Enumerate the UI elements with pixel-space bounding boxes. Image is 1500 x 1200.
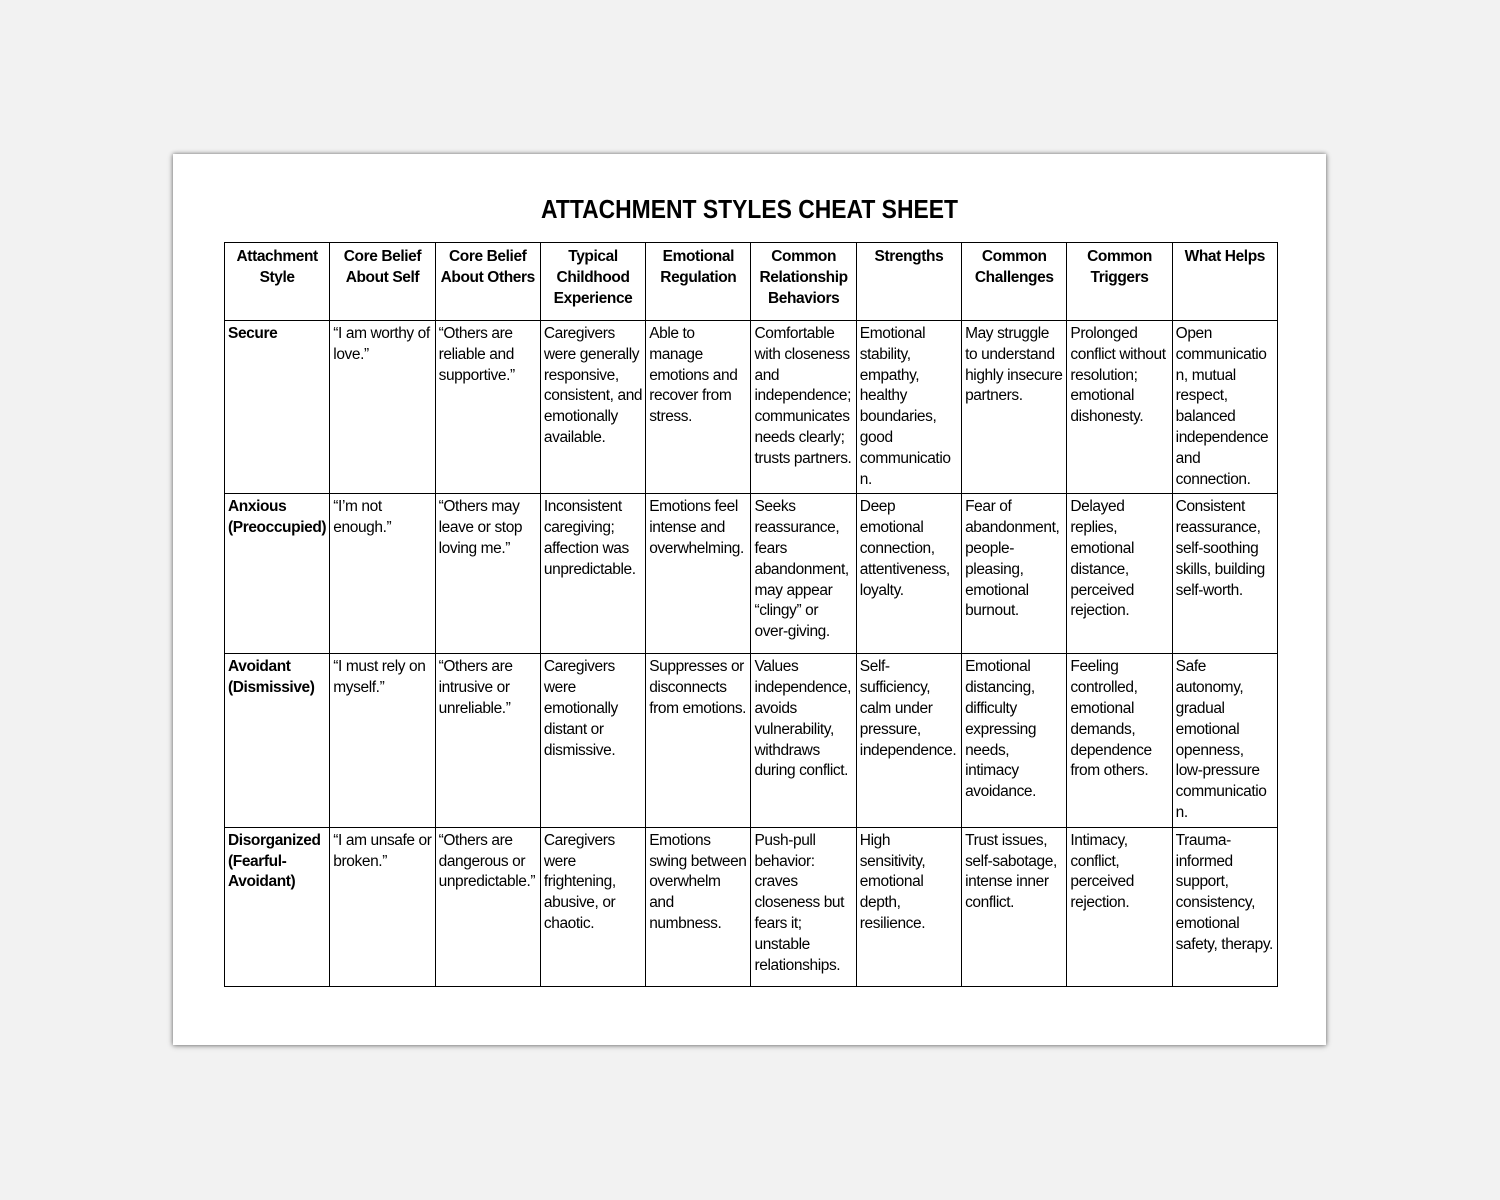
- cell-regulation: Emotions feel intense and overwhelming.: [646, 494, 751, 654]
- cell-core-belief-others: “Others are reliable and supportive.”: [435, 321, 540, 494]
- cell-style: Anxious (Preoccupied): [225, 494, 330, 654]
- cell-behaviors: Seeks reassurance, fears abandonment, may appear “clingy” or over-giving.: [751, 494, 856, 654]
- cell-triggers: Feeling controlled, emotional demands, dependence from others.: [1067, 654, 1172, 827]
- table-row-anxious: [225, 494, 1278, 654]
- header-attachment-style: Attachment Style: [225, 243, 330, 321]
- header-challenges: Common Challenges: [962, 243, 1067, 321]
- cell-style: Avoidant (Dismissive): [225, 654, 330, 827]
- cell-regulation: Suppresses or disconnects from emotions.: [646, 654, 751, 827]
- cell-core-belief-self: “I’m not enough.”: [330, 494, 435, 654]
- cell-strengths: Deep emotional connection, attentiveness, loyalty.: [856, 494, 961, 654]
- cell-triggers: Intimacy, conflict, perceived rejection.: [1067, 827, 1172, 986]
- cell-challenges: May struggle to understand highly insecure partners.: [962, 321, 1067, 494]
- cell-helps: Trauma-informed support, consistency, emotional safety, therapy.: [1172, 827, 1277, 986]
- cell-strengths: Emotional stability, empathy, healthy boundaries, good communication.: [856, 321, 961, 494]
- page-title: ATTACHMENT STYLES CHEAT SHEET: [541, 194, 958, 224]
- cell-core-belief-self: “I must rely on myself.”: [330, 654, 435, 827]
- cell-challenges: Trust issues, self-sabotage, intense inner conflict.: [962, 827, 1067, 986]
- cell-childhood: Caregivers were frightening, abusive, or chaotic.: [540, 827, 645, 986]
- header-childhood-experience: Typical Childhood Experience: [540, 243, 645, 321]
- cell-core-belief-self: “I am unsafe or broken.”: [330, 827, 435, 986]
- cell-behaviors: Comfortable with closeness and independence; communicates needs clearly; trusts partners.: [751, 321, 856, 494]
- cell-triggers: Prolonged conflict without resolution; emotional dishonesty.: [1067, 321, 1172, 494]
- cell-core-belief-others: “Others are dangerous or unpredictable.”: [435, 827, 540, 986]
- cheat-sheet-page: [173, 154, 1326, 1045]
- cell-style: Disorganized (Fearful-Avoidant): [225, 827, 330, 986]
- header-core-belief-self: Core Belief About Self: [330, 243, 435, 321]
- cell-helps: Consistent reassurance, self-soothing skills, building self-worth.: [1172, 494, 1277, 654]
- cell-childhood: Caregivers were emotionally distant or dismissive.: [540, 654, 645, 827]
- cell-strengths: Self-sufficiency, calm under pressure, independence.: [856, 654, 961, 827]
- cell-core-belief-others: “Others may leave or stop loving me.”: [435, 494, 540, 654]
- cell-triggers: Delayed replies, emotional distance, perceived rejection.: [1067, 494, 1172, 654]
- table-header-row: [225, 243, 1278, 321]
- table-row-avoidant: [225, 654, 1278, 827]
- header-emotional-regulation: Emotional Regulation: [646, 243, 751, 321]
- cell-core-belief-others: “Others are intrusive or unreliable.”: [435, 654, 540, 827]
- cell-core-belief-self: “I am worthy of love.”: [330, 321, 435, 494]
- header-core-belief-others: Core Belief About Others: [435, 243, 540, 321]
- cell-challenges: Emotional distancing, difficulty expressing needs, intimacy avoidance.: [962, 654, 1067, 827]
- cell-style: Secure: [225, 321, 330, 494]
- table-row-secure: [225, 321, 1278, 494]
- cell-behaviors: Push-pull behavior: craves closeness but fears it; unstable relationships.: [751, 827, 856, 986]
- header-what-helps: What Helps: [1172, 243, 1277, 321]
- header-strengths: Strengths: [856, 243, 961, 321]
- cell-strengths: High sensitivity, emotional depth, resilience.: [856, 827, 961, 986]
- cell-helps: Safe autonomy, gradual emotional openness, low-pressure communication.: [1172, 654, 1277, 827]
- cell-childhood: Inconsistent caregiving; affection was unpredictable.: [540, 494, 645, 654]
- cell-challenges: Fear of abandonment, people-pleasing, emotional burnout.: [962, 494, 1067, 654]
- header-triggers: Common Triggers: [1067, 243, 1172, 321]
- table-row-disorganized: [225, 827, 1278, 986]
- cell-regulation: Emotions swing between overwhelm and numbness.: [646, 827, 751, 986]
- cell-regulation: Able to manage emotions and recover from stress.: [646, 321, 751, 494]
- header-relationship-behaviors: Common Relationship Behaviors: [751, 243, 856, 321]
- cell-helps: Open communication, mutual respect, balanced independence and connection.: [1172, 321, 1277, 494]
- cell-behaviors: Values independence, avoids vulnerability, withdraws during conflict.: [751, 654, 856, 827]
- cell-childhood: Caregivers were generally responsive, consistent, and emotionally available.: [540, 321, 645, 494]
- attachment-styles-table: [224, 242, 1278, 987]
